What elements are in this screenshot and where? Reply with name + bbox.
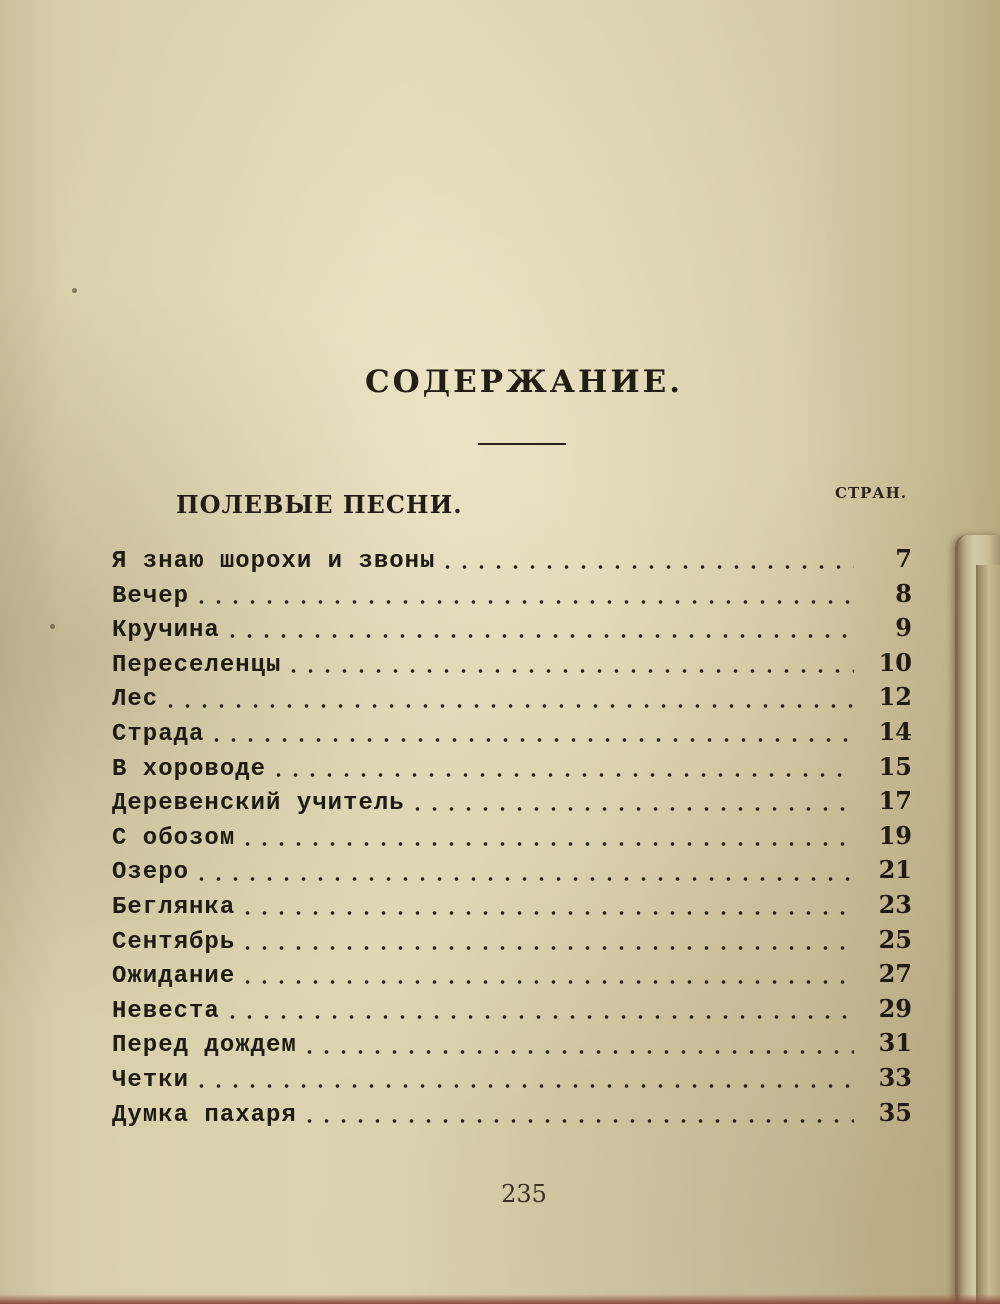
toc-entry-title: Беглянка: [112, 893, 236, 921]
toc-entry-title: С обозом: [112, 824, 236, 852]
toc-entry: [112, 613, 912, 648]
toc-entry: [112, 1028, 912, 1063]
toc-entry-page: 7: [895, 544, 912, 573]
toc-entry: [112, 994, 912, 1029]
toc-entry: [112, 544, 912, 579]
toc-entry-page: 33: [878, 1062, 912, 1092]
dot-leader: [193, 1082, 854, 1090]
section-heading: ПОЛЕВЫЕ ПЕСНИ.: [176, 490, 463, 519]
toc-entry-page: 19: [878, 820, 912, 850]
dot-leader: [239, 944, 854, 952]
toc-entry-page: 25: [878, 924, 912, 954]
toc-entry-page: 15: [878, 751, 912, 781]
dot-leader: [239, 909, 854, 917]
toc-entry-title: Лес: [112, 686, 159, 714]
toc-entry-page: 29: [878, 993, 912, 1023]
dot-leader: [285, 667, 854, 675]
toc-entry: [112, 1098, 912, 1133]
toc-entry-page: 35: [878, 1097, 912, 1127]
dot-leader: [224, 632, 854, 640]
toc-entry-page: 10: [878, 647, 912, 677]
page-title: СОДЕРЖАНИЕ.: [364, 364, 684, 400]
toc-entry-title: Ожидание: [112, 963, 236, 991]
dot-leader: [301, 1048, 854, 1056]
toc-entry-title: Переселенцы: [112, 651, 282, 679]
toc-entry: [112, 821, 912, 856]
dot-leader: [439, 563, 854, 571]
toc-entry-title: Я знаю шорохи и звоны: [112, 548, 436, 575]
dot-leader: [208, 736, 854, 744]
toc-entry-page: 9: [895, 613, 912, 643]
page-number: 235: [501, 1180, 547, 1208]
toc-entry-title: Кручина: [112, 617, 220, 645]
paper-speck: [50, 624, 55, 629]
toc-entry-page: 12: [878, 682, 912, 712]
toc-entry-title: Вечер: [112, 582, 190, 610]
dot-leader: [239, 840, 854, 848]
toc-entry: [112, 717, 912, 752]
book-cover-edge: [0, 1294, 1000, 1304]
toc-entry: [112, 786, 912, 821]
dot-leader: [162, 702, 854, 710]
toc-entry-title: Озеро: [112, 859, 190, 887]
toc-entry: [112, 925, 912, 960]
toc-entry-title: Страда: [112, 720, 205, 748]
toc-entry-page: 31: [878, 1028, 912, 1058]
dot-leader: [193, 598, 854, 606]
page-column-label: СТРАН.: [835, 484, 907, 502]
dot-leader: [239, 978, 854, 986]
dot-leader: [409, 805, 854, 813]
toc-entry-title: Думка пахаря: [112, 1101, 297, 1129]
toc-entry: [112, 1063, 912, 1098]
toc-entry-page: 27: [878, 959, 912, 989]
toc-entry-page: 17: [878, 786, 912, 816]
toc-entry-title: В хороводе: [112, 755, 267, 783]
toc-entry-page: 8: [895, 578, 912, 608]
toc-entry-page: 21: [878, 855, 912, 885]
toc-entry-title: Четки: [112, 1066, 190, 1094]
dot-leader: [301, 1117, 854, 1125]
toc-entry-page: 14: [878, 716, 912, 746]
page-stack-edge: [976, 565, 1000, 1304]
toc-entry-title: Сентябрь: [112, 928, 236, 956]
toc-entry-title: Невеста: [112, 997, 220, 1025]
toc-entry-title: Деревенский учитель: [112, 790, 405, 818]
toc-entry-title: Перед дождем: [112, 1032, 297, 1060]
title-divider: [478, 443, 566, 445]
dot-leader: [270, 771, 854, 779]
table-of-contents: [112, 544, 912, 1132]
toc-entry: [112, 855, 912, 890]
toc-entry: [112, 682, 912, 717]
toc-entry-page: 23: [878, 889, 912, 919]
dot-leader: [224, 1013, 854, 1021]
paper-speck: [72, 288, 77, 293]
dot-leader: [193, 875, 854, 883]
toc-entry: [112, 752, 912, 787]
toc-entry: [112, 579, 912, 614]
toc-entry: [112, 890, 912, 925]
toc-entry: [112, 648, 912, 683]
toc-entry: [112, 959, 912, 994]
